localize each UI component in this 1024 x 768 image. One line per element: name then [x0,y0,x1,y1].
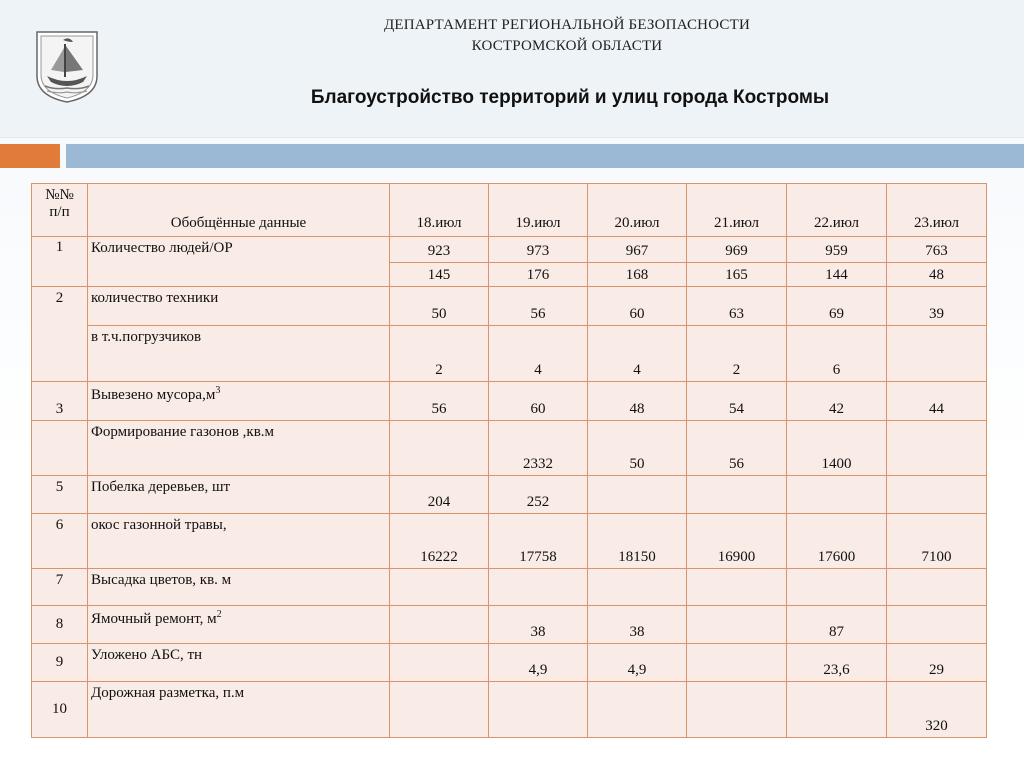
table-cell: 763 [887,237,987,263]
row-number: 7 [32,569,88,606]
row-number: 3 [32,382,88,421]
table-cell [787,682,887,738]
table-cell: 176 [489,263,588,287]
row-label [88,606,390,644]
header-num-line-1: №№ [45,187,74,203]
table-cell [787,476,887,514]
table-cell [390,682,489,738]
table-cell: 87 [787,606,887,644]
table-cell: 23,6 [787,644,887,682]
table-cell: 1400 [787,421,887,476]
table-cell: 54 [687,382,787,421]
table-cell: 60 [489,382,588,421]
table-row [32,326,987,382]
row-label: в т.ч.погрузчиков [88,326,390,382]
table-cell: 39 [887,287,987,326]
table-cell [489,569,588,606]
improvement-data-table [31,183,987,738]
table-cell [588,682,687,738]
table-cell: 973 [489,237,588,263]
row-label [88,382,390,421]
table-cell: 145 [390,263,489,287]
department-name-line-1: ДЕПАРТАМЕНТ РЕГИОНАЛЬНОЙ БЕЗОПАСНОСТИ [383,17,751,33]
slide-header [0,0,1024,138]
table-cell: 56 [390,382,489,421]
table-cell: 48 [588,382,687,421]
accent-bar-blue [66,144,1024,168]
table-cell: 17758 [489,514,588,569]
table-cell: 50 [588,421,687,476]
table-cell: 2 [390,326,489,382]
table-cell [588,476,687,514]
table-cell: 4 [489,326,588,382]
table-row [32,644,987,682]
table-cell [887,569,987,606]
table-cell: 38 [588,606,687,644]
table-cell [390,421,489,476]
unit-superscript: 3 [215,385,221,396]
table-cell: 48 [887,263,987,287]
table-cell: 2 [687,326,787,382]
row-label: Формирование газонов ,кв.м [88,421,390,476]
table-cell [687,606,787,644]
data-table-container [31,183,986,737]
accent-bar-orange [0,144,60,168]
table-cell [390,606,489,644]
row-label: Побелка деревьев, шт [88,476,390,514]
table-cell [887,606,987,644]
kostroma-coat-of-arms-logo [35,30,99,104]
table-cell [887,326,987,382]
table-cell: 18150 [588,514,687,569]
table-cell: 16900 [687,514,787,569]
table-cell: 50 [390,287,489,326]
table-cell: 69 [787,287,887,326]
table-cell: 967 [588,237,687,263]
table-cell: 63 [687,287,787,326]
header-date: 22.июл [787,184,887,237]
table-cell [489,682,588,738]
row-label: количество техники [88,287,390,326]
table-cell [887,476,987,514]
table-row [32,476,987,514]
table-cell: 969 [687,237,787,263]
unit-superscript: 2 [216,609,222,620]
table-cell [687,644,787,682]
table-cell: 144 [787,263,887,287]
row-number: 10 [32,682,88,738]
table-row [32,569,987,606]
row-label: окос газонной травы, [88,514,390,569]
row-label: Высадка цветов, кв. м [88,569,390,606]
row-number: 1 [32,237,88,287]
header-label: Обобщённые данные [88,184,390,237]
table-cell: 2332 [489,421,588,476]
department-name-line-2: КОСТРОМСКОЙ ОБЛАСТИ [471,38,663,54]
table-row [32,514,987,569]
row-label: Количество людей/ОР [88,237,390,287]
table-cell [787,569,887,606]
header-date: 21.июл [687,184,787,237]
header-date: 20.июл [588,184,687,237]
table-cell: 4 [588,326,687,382]
table-cell: 6 [787,326,887,382]
table-cell: 165 [687,263,787,287]
table-cell [588,569,687,606]
table-cell: 44 [887,382,987,421]
table-cell: 7100 [887,514,987,569]
row-number: 5 [32,476,88,514]
table-row [32,287,987,326]
row-number: 6 [32,514,88,569]
table-cell: 923 [390,237,489,263]
row-label: Дорожная разметка, п.м [88,682,390,738]
table-cell [390,644,489,682]
table-row [32,237,987,263]
table-cell [687,569,787,606]
table-cell: 56 [687,421,787,476]
table-cell: 168 [588,263,687,287]
table-cell: 16222 [390,514,489,569]
table-row [32,382,987,421]
table-cell: 4,9 [588,644,687,682]
table-cell: 320 [887,682,987,738]
table-header-row [32,184,987,237]
row-number: 9 [32,644,88,682]
table-cell: 60 [588,287,687,326]
header-num-cell [32,184,88,237]
row-label-text: Ямочный ремонт, м [91,611,217,627]
header-num-line-2: п/п [49,204,70,220]
header-date: 23.июл [887,184,987,237]
header-date: 19.июл [489,184,588,237]
row-number: 8 [32,606,88,644]
table-row [32,606,987,644]
table-cell: 4,9 [489,644,588,682]
table-cell: 17600 [787,514,887,569]
table-cell: 252 [489,476,588,514]
table-cell [887,421,987,476]
table-cell [687,682,787,738]
table-cell: 29 [887,644,987,682]
row-label-text: Вывезено мусора,м [91,387,216,403]
table-cell: 204 [390,476,489,514]
table-cell [687,476,787,514]
row-number [32,421,88,476]
row-number: 2 [32,287,88,382]
table-cell: 38 [489,606,588,644]
header-date: 18.июл [390,184,489,237]
slide-title: Благоустройство территорий и улиц города Костромы [310,87,830,108]
table-cell: 56 [489,287,588,326]
table-cell: 959 [787,237,887,263]
table-cell: 42 [787,382,887,421]
table-row [32,682,987,738]
row-label: Уложено АБС, тн [88,644,390,682]
table-row [32,421,987,476]
table-cell [390,569,489,606]
